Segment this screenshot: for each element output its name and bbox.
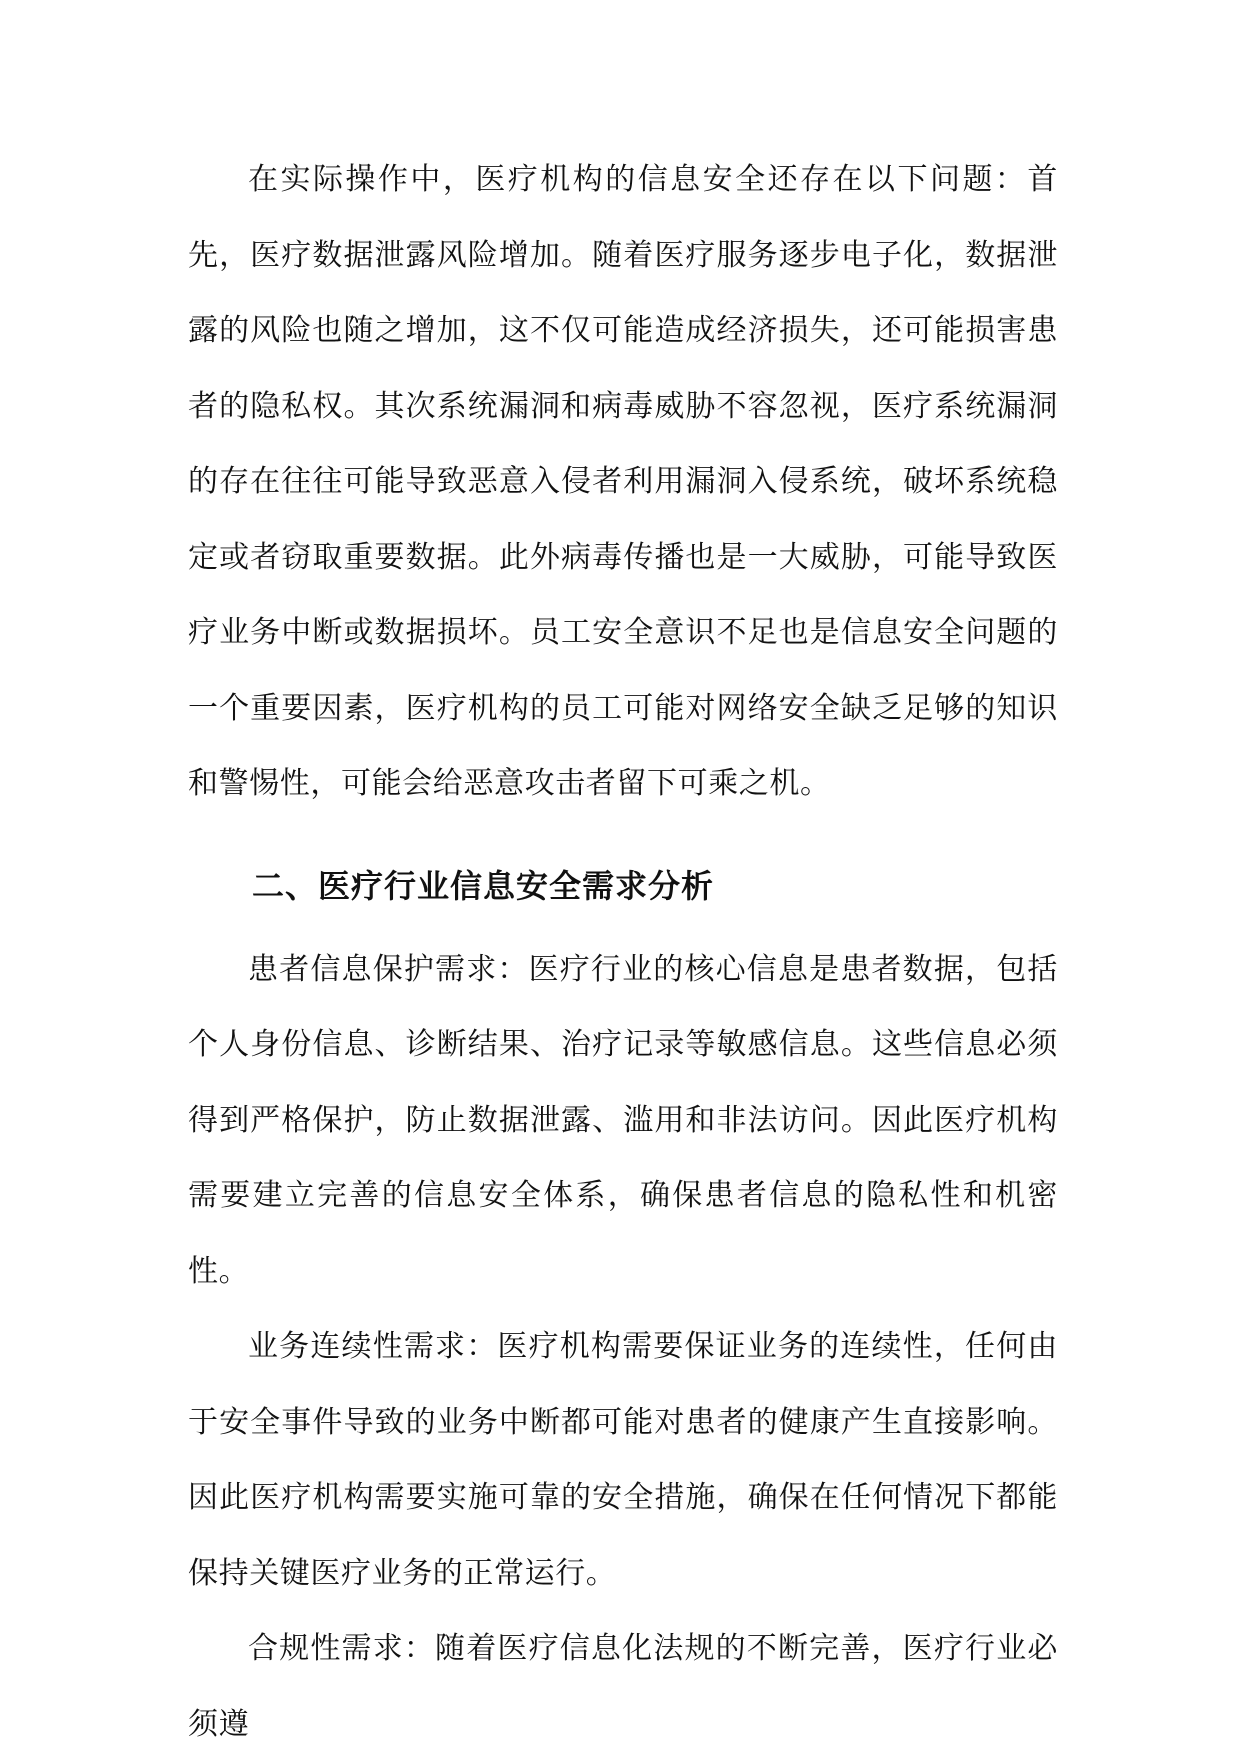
paragraph-patient-info-protection: 患者信息保护需求：医疗行业的核心信息是患者数据，包括个人身份信息、诊断结果、治疗记录等敏感信息。这些信息必须得到严格保护，防止数据泄露、滥用和非法访问。因此医疗机构需要建立完善的信息安全体系，确保患者信息的隐私性和机密性。 xyxy=(188,951,1058,1289)
paragraph-compliance: 合规性需求：随着医疗信息化法规的不断完善，医疗行业必须遵 xyxy=(188,1631,1058,1742)
document-body xyxy=(188,142,1058,1762)
paragraph-business-continuity: 业务连续性需求：医疗机构需要保证业务的连续性，任何由于安全事件导致的业务中断都可能对患者的健康产生直接影响。因此医疗机构需要实施可靠的安全措施，确保在任何情况下都能保持关键医疗业务的正常运行。 xyxy=(188,1329,1058,1591)
section-heading: 二、医疗行业信息安全需求分析 xyxy=(252,866,715,905)
paragraph-security-issues: 在实际操作中，医疗机构的信息安全还存在以下问题：首先，医疗数据泄露风险增加。随着医疗服务逐步电子化，数据泄露的风险也随之增加，这不仅可能造成经济损失，还可能损害患者的隐私权。其次系统漏洞和病毒威胁不容忽视，医疗系统漏洞的存在往往可能导致恶意入侵者利用漏洞入侵系统，破坏系统稳定或者窃取重要数据。此外病毒传播也是一大威胁，可能导致医疗业务中断或数据损坏。员工安全意识不足也是信息安全问题的一个重要因素，医疗机构的员工可能对网络安全缺乏足够的知识和警惕性，可能会给恶意攻击者留下可乘之机。 xyxy=(188,162,1058,801)
